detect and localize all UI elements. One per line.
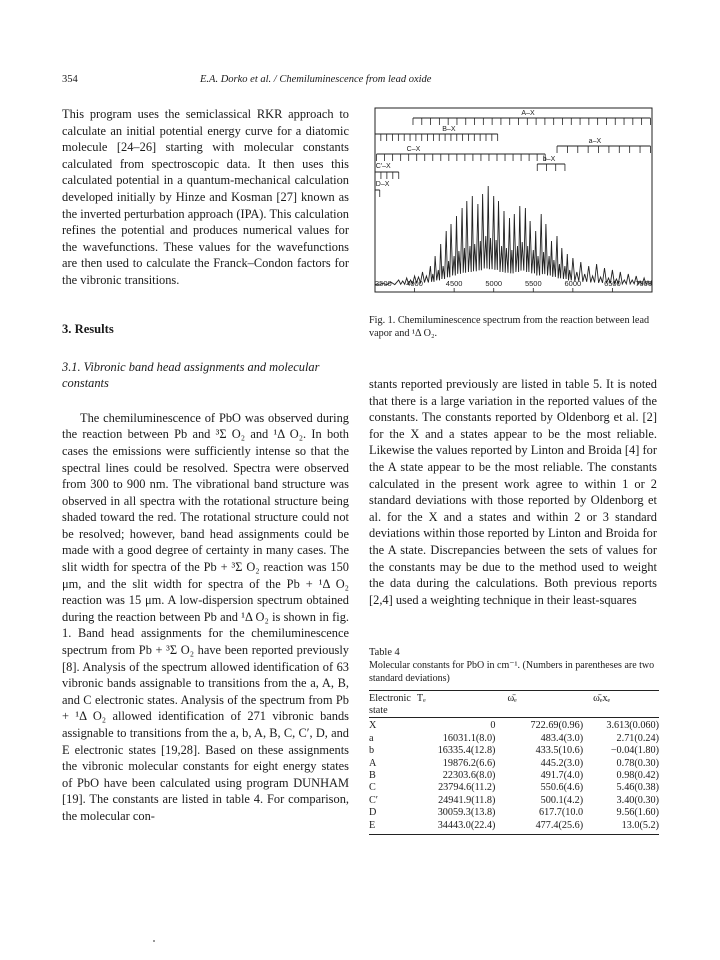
x-tick-label: 5500: [524, 279, 542, 288]
progression-label: b–X: [542, 156, 556, 163]
table-cell: 16031.1(8.0): [442, 732, 496, 744]
progression-label: B–X: [442, 126, 456, 133]
table-cell: 550.6(4.6): [540, 782, 584, 794]
table-cell: C′: [369, 794, 379, 806]
table-cell: 9.56(1.60): [616, 807, 659, 819]
spectrum-chart: [372, 106, 656, 300]
table-cell: 445.2(3.0): [540, 757, 584, 769]
table-cell: 13.0(5.2): [583, 820, 659, 835]
x-tick-label: 4500: [445, 279, 463, 288]
table-cell: b: [369, 745, 375, 757]
progression-label: C–X: [406, 146, 421, 153]
x-tick-label: 3500: [375, 279, 392, 288]
intro-paragraph: This program uses the semiclassical RKR approach to calculate an initial potential energy curve for a diatomic molecule [24–26] starting with molecular constants calculated from spectroscopic data. It then uses this calculated potential in a quantum-mechanical calculation developed initially by Hinze and Kosman [27] known as the inverted perturbation approach (IPA). This calculation refines the potential and produces numerical values for the wavefunctions. These values for the wavefunctions are then used to calculate the Franck–Condon factors for the vibronic transitions.: [62, 107, 349, 287]
table-cell: 30059.3(13.8): [437, 807, 496, 819]
page-number: 354: [62, 74, 78, 85]
table-cell: 3.40(0.30): [616, 794, 659, 806]
table-title: Table 4: [369, 647, 400, 659]
table-cell: 19876.2(6.6): [442, 757, 496, 769]
table-cell: 24941.9(11.8): [438, 794, 496, 806]
table-cell: 5.46(0.38): [616, 782, 659, 794]
table-cell: 491.7(4.0): [540, 769, 584, 781]
spectrum-trace: [375, 186, 652, 285]
spectrum-figure: [372, 106, 656, 300]
constants-table: [369, 690, 659, 835]
x-tick-label: 6000: [564, 279, 582, 288]
table-cell: 16335.4(12.8): [437, 745, 496, 757]
results-paragraph: The chemiluminescence of PbO was observed during the reaction between Pb and ³Σ O₂ and ¹Δ O₂. In both cases the emissions were sufficiently intense so that the spectral lines could be resolved. Spectra were observed from 300 to 900 nm. The vibrational band structure was observed in all spectra with the rotational structure being shaded toward the red. The rotational structure could not be resolved; however, band head assignments could be made with a good degree of certainty in many cases. The slit width for spectra of the Pb + ³Σ O₂ reaction was 150 μm, and the slit width for spectra of the Pb + ¹Δ O₂ reaction was 15 μm. A low-dispersion spectrum obtained during the reaction between Pb and ¹Δ O₂ is shown in fig. 1. Band head assignments for the chemiluminescence spectrum from Pb + ³Σ O₂ have been reported previously [8]. Analysis of the spectrum allowed identification of 63 vibronic bands assignable to transitions from the a, A, B, and C electronic states. Analysis of the spectrum from Pb + ¹Δ O₂ allowed identification of 271 vibronic bands assignable to transitions from the a, b, A, B, C, C′, D, and E electronic states [19,28]. Based on these assignments the vibronic molecular constants for eight energy states of PbO have been calculated using program DUNHAM [19]. The constants are listed in table 4. For comparison, the molecular con-: [62, 410, 349, 823]
table-cell: D: [369, 807, 377, 819]
scan-speck: [153, 940, 155, 942]
table-cell: 0.98(0.42): [616, 769, 659, 781]
table-cell: 23794.6(11.2): [438, 782, 496, 794]
table-cell: 483.4(3.0): [540, 732, 584, 744]
table-cell: 3.613(0.060): [606, 720, 659, 732]
table-header-we: ω̄ₑ: [495, 691, 583, 718]
x-tick-label: 5000: [485, 279, 503, 288]
figure-caption: Fig. 1. Chemiluminescence spectrum from the reaction between lead vapor and ¹Δ O₂.: [369, 315, 650, 339]
progression-label: C′–X: [375, 163, 391, 170]
progression-label: a–X: [588, 138, 602, 145]
table-row: [369, 782, 659, 794]
table-cell: −0.04(1.80): [610, 745, 659, 757]
table-cell: C: [369, 782, 376, 794]
table-cell: B: [369, 769, 376, 781]
table-row: [369, 795, 659, 807]
table-description: Molecular constants for PbO in cm⁻¹. (Numbers in parentheses are two standard deviations): [369, 660, 655, 685]
right-column: [369, 106, 657, 835]
table-row: [369, 807, 659, 819]
continuation-paragraph: stants reported previously are listed in table 5. It is noted that there is a large variation in the reported values of the constants. The constants reported by Oldenborg et al. [2] for the X and a states appear to be the most reliable. Likewise the values reported by Linton and Broida [4] for the A state appear to be the most reliable. The constants calculated in the present work agree to within 1 or 2 standard deviations with those reported by Oldenborg et al. for the X and a states and within 2 or 3 standard deviations within those reported by Linton and Broida for the A state. Discrepancies between the sets of values for the constants may be due to the method used to weight the data during the calculations. Both previous reports [2,4] used a weighting technique in their least-squares: [369, 377, 657, 607]
table-cell: 2.71(0.24): [616, 732, 659, 744]
x-tick-label: 4000: [406, 279, 423, 288]
table-cell: 500.1(4.2): [540, 794, 584, 806]
progression-label: D–X: [375, 181, 390, 188]
table-cell: X: [369, 720, 377, 732]
table-cell: E: [369, 820, 411, 835]
table-header-row: [369, 691, 659, 718]
table-cell: 617.7(10.0: [538, 807, 584, 819]
table-row: [369, 718, 659, 733]
table-header-te: Tₑ: [411, 691, 496, 718]
table-cell: 433.5(10.6): [535, 745, 584, 757]
table-row: [369, 745, 659, 757]
running-head: E.A. Dorko et al. / Chemiluminescence from lead oxide: [200, 74, 432, 85]
x-tick-label: 7000: [635, 279, 652, 288]
table-cell: 0: [490, 720, 496, 732]
table-row: [369, 820, 659, 835]
table-cell: a: [369, 732, 374, 744]
table-cell: 34443.0(22.4): [411, 820, 496, 835]
table-row: [369, 733, 659, 745]
table-cell: A: [369, 757, 377, 769]
table-row: [369, 758, 659, 770]
table-cell: 477.4(25.6): [495, 820, 583, 835]
table-header-wexe: ω̄ₑxₑ: [583, 691, 659, 718]
table-cell: 722.69(0.96): [530, 720, 584, 732]
table-row: [369, 770, 659, 782]
table-header-state: Electronic state: [369, 691, 411, 718]
table-cell: 0.78(0.30): [616, 757, 659, 769]
table-cell: 22303.6(8.0): [442, 769, 496, 781]
section-heading: 3. Results: [62, 321, 114, 336]
x-tick-label: 6500: [604, 279, 621, 288]
left-column: [62, 106, 349, 825]
subsection-heading: 3.1. Vibronic band head assignments and molecular constants: [62, 359, 320, 391]
progression-label: A–X: [521, 110, 535, 117]
